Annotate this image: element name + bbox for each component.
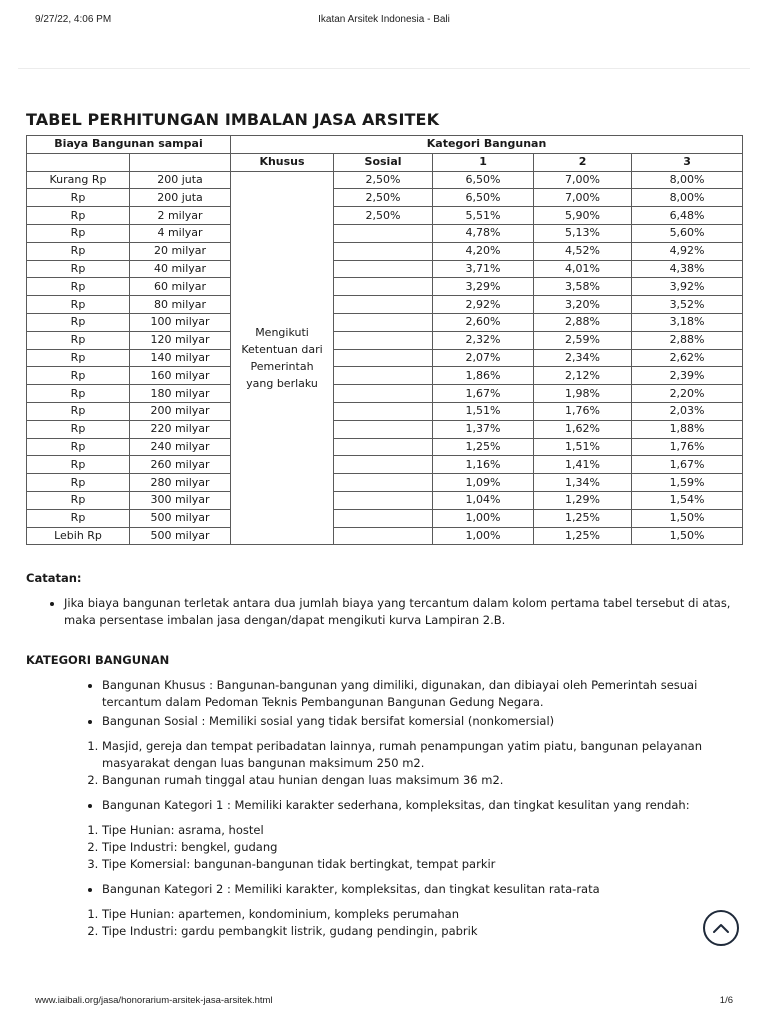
cell-sosial (334, 367, 433, 385)
cell-prefix: Rp (27, 367, 130, 385)
cell-kategori-2: 1,62% (534, 420, 632, 438)
cell-amount: 80 milyar (130, 296, 231, 314)
cell-kategori-1: 1,86% (433, 367, 534, 385)
cell-kategori-3: 5,60% (632, 224, 743, 242)
cell-kategori-2: 1,29% (534, 491, 632, 509)
chevron-up-icon (712, 922, 730, 934)
cell-kategori-2: 2,88% (534, 313, 632, 331)
header-kategori-3: 3 (632, 153, 743, 171)
table-row (27, 527, 743, 545)
cell-sosial (334, 527, 433, 545)
table-row (27, 331, 743, 349)
cell-kategori-3: 1,67% (632, 456, 743, 474)
cell-amount: 140 milyar (130, 349, 231, 367)
table-row (27, 242, 743, 260)
cell-amount: 220 milyar (130, 420, 231, 438)
header-khusus: Khusus (231, 153, 334, 171)
cell-prefix: Rp (27, 385, 130, 403)
cell-kategori-2: 5,13% (534, 224, 632, 242)
cell-kategori-2: 5,90% (534, 207, 632, 225)
cell-kategori-3: 1,76% (632, 438, 743, 456)
cell-amount: 240 milyar (130, 438, 231, 456)
cell-sosial (334, 296, 433, 314)
cell-kategori-3: 3,18% (632, 313, 743, 331)
cell-kategori-3: 8,00% (632, 171, 743, 189)
cell-kategori-2: 2,34% (534, 349, 632, 367)
cell-sosial (334, 224, 433, 242)
cell-kategori-3: 2,88% (632, 331, 743, 349)
cell-prefix: Rp (27, 420, 130, 438)
table-row (27, 189, 743, 207)
table-row (27, 491, 743, 509)
cell-amount: 20 milyar (130, 242, 231, 260)
table-row (27, 171, 743, 189)
kategori-1-item: 2. Tipe Industri: bengkel, gudang (102, 839, 743, 856)
table-title: TABEL PERHITUNGAN IMBALAN JASA ARSITEK (26, 110, 440, 129)
sosial-item: 1. Masjid, gereja dan tempat peribadatan lainnya, rumah penampungan yatim piatu, bangunan pelayanan masyarakat dengan luas bangunan maksimum 250 m2. (102, 738, 743, 772)
cell-amount: 120 milyar (130, 331, 231, 349)
cell-amount: 300 milyar (130, 491, 231, 509)
print-page-number: 1/6 (719, 995, 733, 1006)
cell-amount: 200 milyar (130, 402, 231, 420)
cell-amount: 2 milyar (130, 207, 231, 225)
cell-kategori-2: 7,00% (534, 189, 632, 207)
cell-prefix: Rp (27, 224, 130, 242)
cell-amount: 180 milyar (130, 385, 231, 403)
cell-kategori-1: 6,50% (433, 171, 534, 189)
header-empty (27, 153, 130, 171)
cell-sosial (334, 438, 433, 456)
cell-prefix: Rp (27, 260, 130, 278)
cell-kategori-2: 1,25% (534, 509, 632, 527)
cell-sosial (334, 491, 433, 509)
cell-prefix: Rp (27, 438, 130, 456)
print-page-title: Ikatan Arsitek Indonesia - Bali (318, 14, 450, 25)
cell-prefix: Rp (27, 296, 130, 314)
cell-prefix: Rp (27, 331, 130, 349)
cell-kategori-3: 1,88% (632, 420, 743, 438)
cell-kategori-2: 3,58% (534, 278, 632, 296)
table-row (27, 260, 743, 278)
cell-sosial (334, 331, 433, 349)
cell-kategori-1: 1,09% (433, 474, 534, 492)
cell-kategori-2: 3,20% (534, 296, 632, 314)
table-row (27, 385, 743, 403)
kategori-2-item: 2. Tipe Industri: gardu pembangkit listrik, gudang pendingin, pabrik (102, 923, 743, 940)
notes-list (26, 595, 743, 629)
category-kategori-1-label: Bangunan Kategori 1 : Memiliki karakter sederhana, kompleksitas, dan tingkat kesulitan yang rendah: (102, 798, 690, 813)
cell-kategori-2: 1,34% (534, 474, 632, 492)
cell-prefix: Rp (27, 278, 130, 296)
print-url: www.iaibali.org/jasa/honorarium-arsitek-jasa-arsitek.html (35, 995, 273, 1006)
cell-sosial (334, 456, 433, 474)
cell-kategori-1: 2,92% (433, 296, 534, 314)
table-row (27, 207, 743, 225)
print-footer (35, 995, 733, 1009)
cell-amount: 280 milyar (130, 474, 231, 492)
cell-sosial (334, 242, 433, 260)
table-row (27, 349, 743, 367)
cell-kategori-1: 1,16% (433, 456, 534, 474)
cell-kategori-1: 2,07% (433, 349, 534, 367)
cell-kategori-3: 4,92% (632, 242, 743, 260)
print-header (35, 14, 733, 28)
notes-title: Catatan: (26, 571, 82, 586)
header-biaya: Biaya Bangunan sampai (27, 136, 231, 154)
cell-prefix: Rp (27, 456, 130, 474)
cell-kategori-3: 1,59% (632, 474, 743, 492)
category-sosial (102, 713, 743, 789)
khusus-note-cell: Mengikuti Ketentuan dari Pemerintah yang berlaku (231, 171, 334, 545)
kategori-1-sublist (64, 822, 743, 873)
cell-sosial (334, 349, 433, 367)
cell-kategori-3: 1,50% (632, 527, 743, 545)
cell-prefix: Rp (27, 349, 130, 367)
cell-sosial (334, 260, 433, 278)
cell-prefix: Kurang Rp (27, 171, 130, 189)
category-kategori-2 (102, 881, 743, 940)
note-item: • Jika biaya bangunan terletak antara dua jumlah biaya yang tercantum dalam kolom pertama tabel tersebut di atas, maka persentase imbalan jasa dengan/dapat mengikuti kurva Lampiran 2.B. (64, 595, 743, 629)
kategori-2-item: 1. Tipe Hunian: apartemen, kondominium, kompleks perumahan (102, 906, 743, 923)
cell-kategori-1: 1,00% (433, 509, 534, 527)
cell-prefix: Rp (27, 491, 130, 509)
table-row (27, 224, 743, 242)
header-empty (130, 153, 231, 171)
cell-sosial (334, 385, 433, 403)
sosial-item: 2. Bangunan rumah tinggal atau hunian dengan luas maksimum 36 m2. (102, 772, 743, 789)
cell-kategori-3: 2,03% (632, 402, 743, 420)
header-kategori-2: 2 (534, 153, 632, 171)
cell-kategori-2: 2,59% (534, 331, 632, 349)
cell-kategori-1: 2,32% (433, 331, 534, 349)
cell-kategori-2: 1,98% (534, 385, 632, 403)
cell-kategori-1: 2,60% (433, 313, 534, 331)
main-content (26, 110, 743, 948)
cell-kategori-2: 4,01% (534, 260, 632, 278)
cell-kategori-3: 2,39% (632, 367, 743, 385)
header-kategori-1: 1 (433, 153, 534, 171)
table-row (27, 402, 743, 420)
cell-sosial (334, 509, 433, 527)
cell-amount: 500 milyar (130, 527, 231, 545)
cell-amount: 160 milyar (130, 367, 231, 385)
category-kategori-1 (102, 797, 743, 873)
cell-kategori-1: 6,50% (433, 189, 534, 207)
scroll-to-top-button[interactable] (703, 910, 739, 946)
cell-kategori-2: 1,51% (534, 438, 632, 456)
cell-kategori-1: 1,00% (433, 527, 534, 545)
fee-table (26, 135, 743, 545)
cell-amount: 40 milyar (130, 260, 231, 278)
cell-amount: 100 milyar (130, 313, 231, 331)
cell-kategori-1: 5,51% (433, 207, 534, 225)
kategori-1-item: 3. Tipe Komersial: bangunan-bangunan tidak bertingkat, tempat parkir (102, 856, 743, 873)
categories-list (26, 677, 743, 940)
table-row (27, 474, 743, 492)
cell-kategori-1: 3,71% (433, 260, 534, 278)
cell-kategori-3: 8,00% (632, 189, 743, 207)
table-row (27, 296, 743, 314)
cell-kategori-1: 1,04% (433, 491, 534, 509)
cell-kategori-3: 4,38% (632, 260, 743, 278)
category-sosial-label: Bangunan Sosial : Memiliki sosial yang tidak bersifat komersial (nonkomersial) (102, 714, 555, 729)
cell-amount: 500 milyar (130, 509, 231, 527)
sosial-sublist (64, 738, 743, 789)
category-kategori-2-label: Bangunan Kategori 2 : Memiliki karakter, kompleksitas, dan tingkat kesulitan rata-rata (102, 882, 600, 897)
cell-kategori-2: 2,12% (534, 367, 632, 385)
cell-amount: 60 milyar (130, 278, 231, 296)
cell-kategori-3: 1,50% (632, 509, 743, 527)
cell-amount: 200 juta (130, 189, 231, 207)
cell-kategori-2: 1,76% (534, 402, 632, 420)
table-row (27, 420, 743, 438)
cell-sosial (334, 402, 433, 420)
cell-kategori-3: 2,62% (632, 349, 743, 367)
table-row (27, 438, 743, 456)
cell-sosial: 2,50% (334, 189, 433, 207)
cell-prefix: Rp (27, 242, 130, 260)
category-khusus: • Bangunan Khusus : Bangunan-bangunan yang dimiliki, digunakan, dan dibiayai oleh Pemerintah sesuai tercantum dalam Pedoman Teknis Pembangunan Bangunan Gedung Negara. (102, 677, 743, 711)
cell-sosial: 2,50% (334, 171, 433, 189)
cell-sosial (334, 420, 433, 438)
cell-kategori-2: 4,52% (534, 242, 632, 260)
header-kategori: Kategori Bangunan (231, 136, 743, 154)
kategori-2-sublist (64, 906, 743, 940)
cell-prefix: Rp (27, 207, 130, 225)
cell-prefix: Rp (27, 474, 130, 492)
cell-amount: 4 milyar (130, 224, 231, 242)
cell-kategori-3: 1,54% (632, 491, 743, 509)
table-row (27, 509, 743, 527)
cell-kategori-2: 1,41% (534, 456, 632, 474)
categories-title: KATEGORI BANGUNAN (26, 653, 170, 668)
table-row (27, 313, 743, 331)
cell-kategori-3: 6,48% (632, 207, 743, 225)
cell-kategori-1: 1,37% (433, 420, 534, 438)
cell-kategori-1: 4,78% (433, 224, 534, 242)
cell-sosial (334, 474, 433, 492)
cell-kategori-2: 1,25% (534, 527, 632, 545)
cell-sosial (334, 313, 433, 331)
cell-sosial (334, 278, 433, 296)
cell-prefix: Lebih Rp (27, 527, 130, 545)
print-date: 9/27/22, 4:06 PM (35, 14, 112, 25)
cell-kategori-1: 1,25% (433, 438, 534, 456)
table-row (27, 367, 743, 385)
cell-kategori-3: 2,20% (632, 385, 743, 403)
cell-kategori-1: 3,29% (433, 278, 534, 296)
cell-prefix: Rp (27, 509, 130, 527)
fee-table-body (27, 171, 743, 545)
cell-kategori-1: 4,20% (433, 242, 534, 260)
cell-kategori-2: 7,00% (534, 171, 632, 189)
cell-prefix: Rp (27, 402, 130, 420)
header-divider (18, 68, 750, 69)
cell-amount: 200 juta (130, 171, 231, 189)
cell-kategori-3: 3,52% (632, 296, 743, 314)
table-row (27, 456, 743, 474)
table-header-row (27, 136, 743, 154)
cell-kategori-1: 1,51% (433, 402, 534, 420)
cell-prefix: Rp (27, 313, 130, 331)
table-row (27, 278, 743, 296)
cell-sosial: 2,50% (334, 207, 433, 225)
table-subheader-row (27, 153, 743, 171)
cell-kategori-3: 3,92% (632, 278, 743, 296)
kategori-1-item: 1. Tipe Hunian: asrama, hostel (102, 822, 743, 839)
cell-kategori-1: 1,67% (433, 385, 534, 403)
cell-prefix: Rp (27, 189, 130, 207)
header-sosial: Sosial (334, 153, 433, 171)
cell-amount: 260 milyar (130, 456, 231, 474)
